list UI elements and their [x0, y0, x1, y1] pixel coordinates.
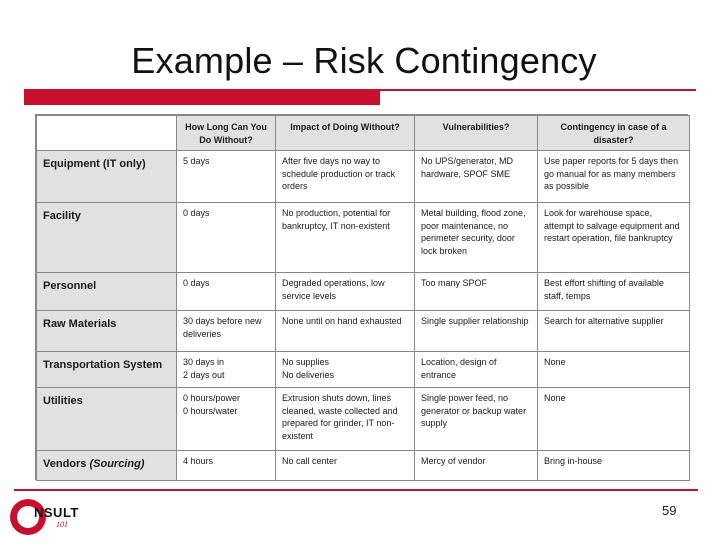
header-impact: Impact of Doing Without? [276, 116, 415, 151]
table-header-row [37, 116, 690, 151]
table-row [37, 151, 690, 203]
table-row [37, 451, 690, 481]
row-label-facility: Facility [37, 203, 177, 273]
logo-subscript: 101 [56, 520, 68, 529]
table-row [37, 203, 690, 273]
cell-impact: Degraded operations, low service levels [276, 273, 415, 311]
consult-logo [10, 497, 90, 537]
cell-contingency: None [538, 388, 690, 451]
footer-rule [14, 489, 698, 491]
cell-contingency: Best effort shifting of available staff, temps [538, 273, 690, 311]
header-contingency: Contingency in case of a disaster? [538, 116, 690, 151]
cell-vulnerabilities: Single supplier relationship [415, 311, 538, 352]
cell-contingency: Look for warehouse space, attempt to salvage equipment and restart operation, file bankruptcy [538, 203, 690, 273]
row-label-vendors [37, 451, 177, 481]
risk-contingency-table [35, 114, 688, 480]
cell-contingency: Use paper reports for 5 days then go manual for as many members as possible [538, 151, 690, 203]
cell-impact: No call center [276, 451, 415, 481]
row-label-raw-materials: Raw Materials [37, 311, 177, 352]
row-label-utilities: Utilities [37, 388, 177, 451]
cell-impact: None until on hand exhausted [276, 311, 415, 352]
row-label-personnel: Personnel [37, 273, 177, 311]
logo-wordmark: NSULT [34, 505, 79, 520]
table-row [37, 273, 690, 311]
title-underline [24, 89, 696, 91]
table-row [37, 388, 690, 451]
row-label-vendors-main: Vendors [43, 458, 87, 470]
cell-contingency: None [538, 352, 690, 388]
cell-vulnerabilities: Mercy of vendor [415, 451, 538, 481]
cell-vulnerabilities: Single power feed, no generator or backup water supply [415, 388, 538, 451]
row-label-vendors-sub: (Sourcing) [89, 458, 145, 470]
row-label-transportation: Transportation System [37, 352, 177, 388]
header-how-long: How Long Can You Do Without? [177, 116, 276, 151]
header-blank-cell [37, 116, 177, 151]
cell-how-long: 30 days in 2 days out [177, 352, 276, 388]
cell-impact: Extrusion shuts down, lines cleaned, waste collected and prepared for grinder, IT non-existent [276, 388, 415, 451]
cell-vulnerabilities: Metal building, flood zone, poor maintenance, no perimeter security, door lock broken [415, 203, 538, 273]
header-vulnerabilities: Vulnerabilities? [415, 116, 538, 151]
cell-how-long: 0 days [177, 273, 276, 311]
cell-contingency: Bring in-house [538, 451, 690, 481]
row-label-equipment: Equipment (IT only) [37, 151, 177, 203]
cell-how-long: 0 hours/power 0 hours/water [177, 388, 276, 451]
cell-impact: No production, potential for bankruptcy, IT non-existent [276, 203, 415, 273]
cell-impact: No supplies No deliveries [276, 352, 415, 388]
cell-how-long: 5 days [177, 151, 276, 203]
title-accent-bar [24, 89, 380, 105]
page-title: Example – Risk Contingency [131, 40, 597, 81]
cell-how-long: 30 days before new deliveries [177, 311, 276, 352]
cell-how-long: 4 hours [177, 451, 276, 481]
table-row [37, 311, 690, 352]
cell-vulnerabilities: Location, design of entrance [415, 352, 538, 388]
cell-contingency: Search for alternative supplier [538, 311, 690, 352]
cell-vulnerabilities: Too many SPOF [415, 273, 538, 311]
page-number: 59 [662, 503, 677, 518]
table-row [37, 352, 690, 388]
cell-impact: After five days no way to schedule production or track orders [276, 151, 415, 203]
cell-vulnerabilities: No UPS/generator, MD hardware, SPOF SME [415, 151, 538, 203]
cell-how-long: 0 days [177, 203, 276, 273]
